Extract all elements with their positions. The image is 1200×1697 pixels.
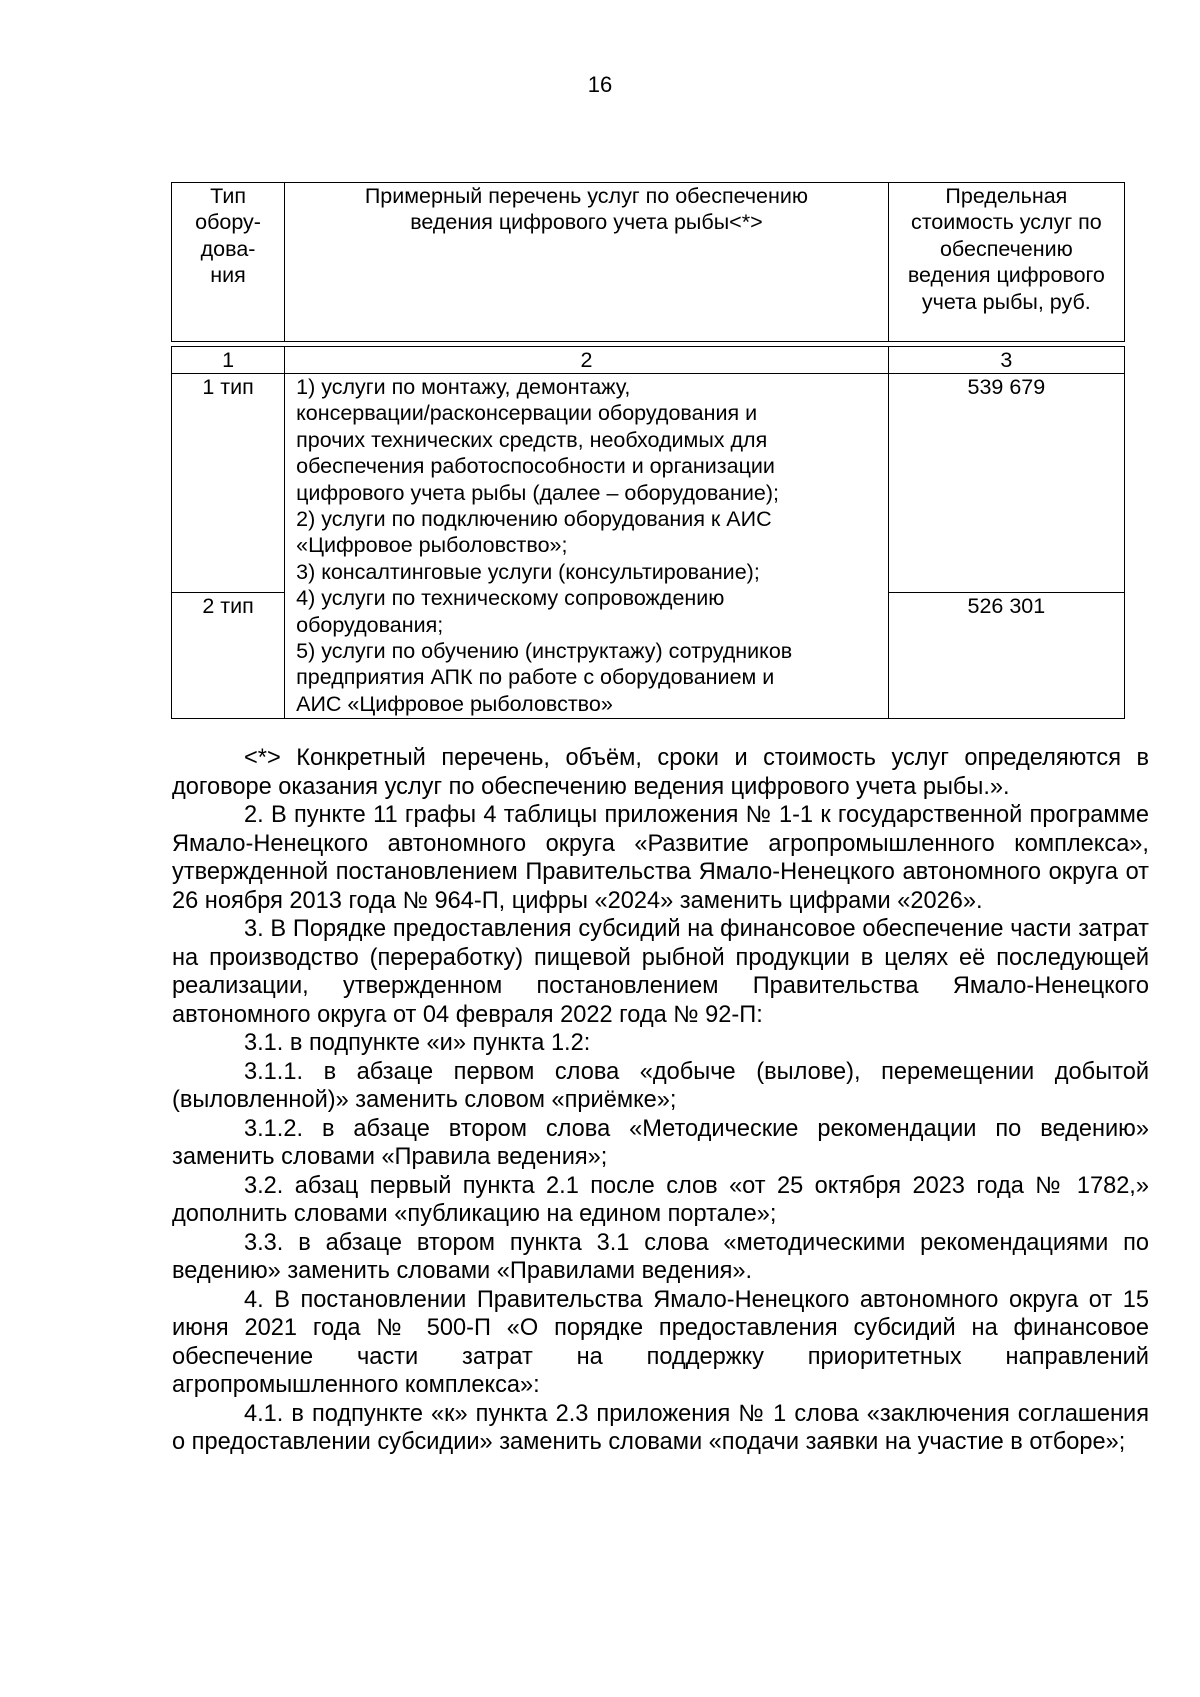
body-paragraph: 2. В пункте 11 графы 4 таблицы приложения № 1-1 к государственной программе Ямало-Ненецкого автономного округа «Развитие агропромышленного комплекса», утвержденной постановлением Правительства Ямало-Ненецкого автономного округа от 26 ноября 2013 года № 964-П, цифры «2024» заменить цифрами «2026». [172, 802, 1149, 914]
body-paragraph: 4.1. в подпункте «к» пункта 2.3 приложения № 1 слова «заключения соглашения о предоставлении субсидии» заменить словами «подачи заявки на участие в отборе»; [172, 1400, 1149, 1455]
services-line: АИС «Цифровое рыболовство» [296, 691, 613, 716]
body-paragraph: 3.1.1. в абзаце первом слова «добыче (вылове), перемещении добытой (выловленной)» заменить словом «приёмке»; [172, 1058, 1149, 1113]
body-paragraph: 3.3. в абзаце втором пункта 3.1 слова «методическими рекомендациями по ведению» заменить словами «Правилами ведения». [172, 1229, 1149, 1284]
services-line: 2) услуги по подключению оборудования к АИС [296, 507, 772, 532]
services-line: 3) консалтинговые услуги (консультирование); [296, 559, 760, 584]
services-table [171, 346, 1125, 719]
services-table-header [171, 182, 1125, 342]
equipment-type-cell: 1 тип [172, 374, 285, 593]
services-line: оборудования; [296, 612, 444, 637]
column-number: 1 [172, 347, 285, 374]
header-equipment-type: Тип обору-дова-ния [172, 183, 285, 342]
body-paragraph: 3.1.2. в абзаце втором слова «Методические рекомендации по ведению» заменить словами «Правила ведения»; [172, 1115, 1149, 1170]
table-row [172, 374, 1125, 593]
services-line: 4) услуги по техническому сопровождению [296, 586, 725, 611]
max-cost-cell: 539 679 [888, 374, 1124, 593]
services-line: 5) услуги по обучению (инструктажу) сотрудников [296, 639, 793, 664]
services-line: 1) услуги по монтажу, демонтажу, [296, 375, 631, 399]
services-line: консервации/расконсервации оборудования и [296, 401, 758, 426]
column-numbers-row [172, 347, 1125, 374]
services-line: прочих технических средств, необходимых для [296, 427, 768, 452]
equipment-type-cell: 2 тип [172, 593, 285, 719]
body-paragraph: 4. В постановлении Правительства Ямало-Ненецкого автономного округа от 15 июня 2021 года № 500-П «О порядке предоставления субсидий на финансовое обеспечение части затрат на поддержку приоритетных направлений агропромышленного комплекса»: [172, 1286, 1149, 1398]
services-line: предприятия АПК по работе с оборудованием и [296, 665, 775, 690]
services-list-cell [285, 374, 889, 719]
page-number: 16 [587, 72, 613, 97]
column-number: 3 [888, 347, 1124, 374]
header-max-cost: Предельная стоимость услуг по обеспечению ведения цифрового учета рыбы, руб. [888, 183, 1124, 342]
body-paragraph: 3.2. абзац первый пункта 2.1 после слов «от 25 октября 2023 года № 1782,» дополнить словами «публикацию на едином портале»; [172, 1172, 1149, 1227]
document-body [172, 744, 1149, 1457]
services-line: цифрового учета рыбы (далее – оборудование); [296, 480, 779, 505]
footnote-paragraph: <*> Конкретный перечень, объём, сроки и стоимость услуг определяются в договоре оказания услуг по обеспечению ведения цифрового учета рыбы.». [172, 745, 1149, 800]
services-line: «Цифровое рыболовство»; [296, 533, 568, 558]
max-cost-cell: 526 301 [888, 593, 1124, 719]
header-services-list: Примерный перечень услуг по обеспечению ведения цифрового учета рыбы<*> [285, 183, 889, 342]
body-paragraph: 3. В Порядке предоставления субсидий на финансовое обеспечение части затрат на производство (переработку) пищевой рыбной продукции в целях её последующей реализации, утвержденном постановлением Правительства Ямало-Ненецкого автономного округа от 04 февраля 2022 года № 92-П: [172, 916, 1149, 1028]
services-line: обеспечения работоспособности и организации [296, 454, 775, 479]
body-paragraph: 3.1. в подпункте «и» пункта 1.2: [244, 1030, 591, 1056]
column-number: 2 [285, 347, 889, 374]
